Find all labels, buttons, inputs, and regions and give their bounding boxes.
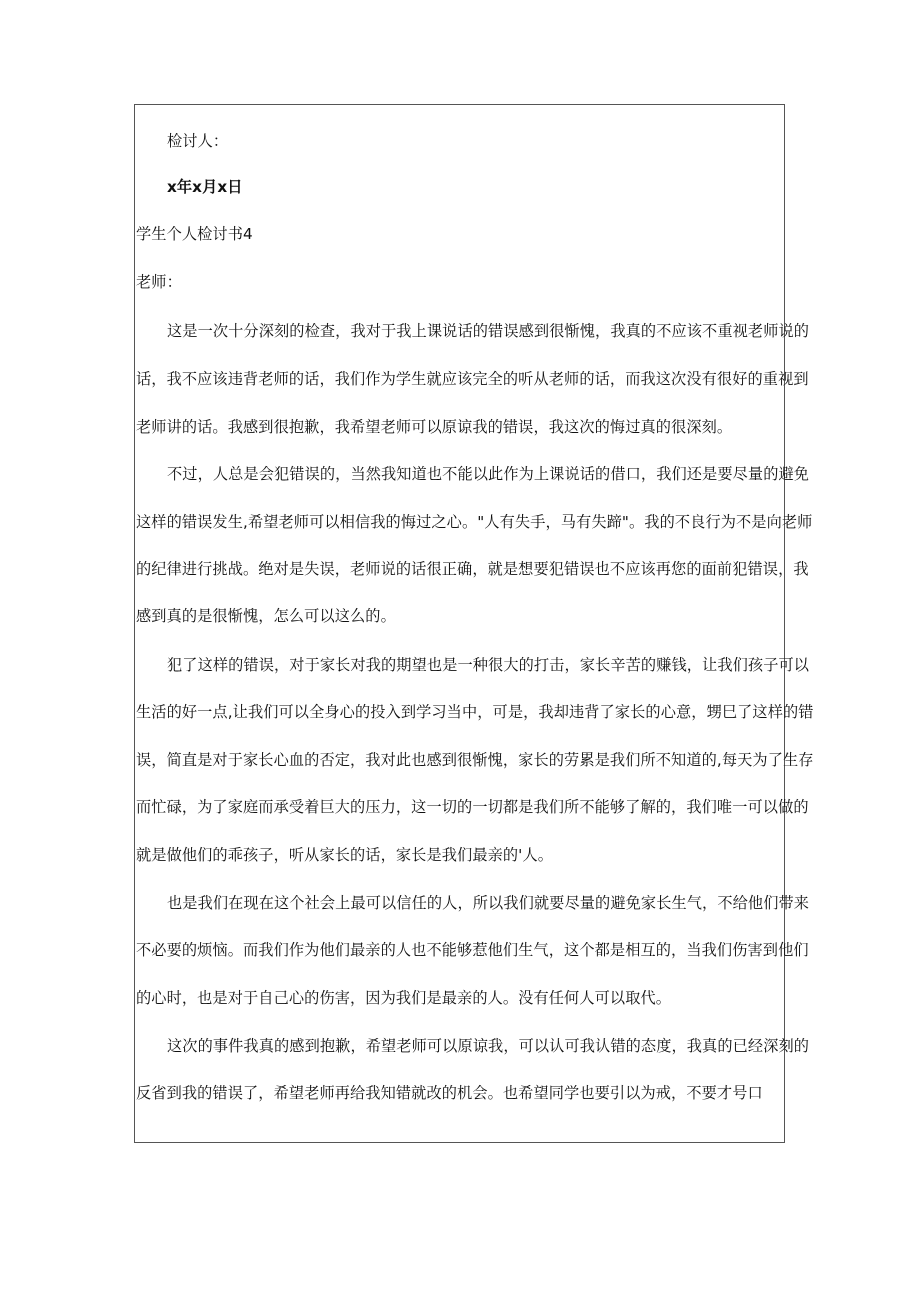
body-line: 而忙碌，为了家庭而承受着巨大的压力，这一切的一切都是我们所不能够了解的，我们唯一可以做的: [136, 798, 809, 816]
body-line: 也是我们在现在这个社会上最可以信任的人，所以我们就要尽量的避免家长生气，不给他们带来: [167, 894, 810, 912]
body-line: 反省到我的错误了，希望老师再给我知错就改的机会。也希望同学也要引以为戒，不要才号口: [136, 1084, 763, 1102]
date-line: x年x月x日: [167, 178, 243, 196]
body-line: 生活的好一点,让我们可以全身心的投入到学习当中，可是，我却违背了家长的心意，甥巳了这样的错: [136, 703, 814, 721]
body-line: 误，简直是对于家长心血的否定，我对此也感到很惭愧，家长的劳累是我们所不知道的,每天为了生存: [136, 751, 814, 769]
body-line: 不过，人总是会犯错误的，当然我知道也不能以此作为上课说话的借口，我们还是要尽量的避免: [167, 465, 810, 483]
body-line: 就是做他们的乖孩子，听从家长的话，家长是我们最亲的'人。: [136, 846, 554, 864]
body-line: 老师讲的话。我感到很抱歉，我希望老师可以原谅我的错误，我这次的悔过真的很深刻。: [136, 418, 733, 436]
body-line: 这次的事件我真的感到抱歉，希望老师可以原谅我，可以认可我认错的态度，我真的已经深刻的: [167, 1037, 810, 1055]
section-title: 学生个人检讨书4: [136, 225, 253, 243]
body-line: 不必要的烦恼。而我们作为他们最亲的人也不能够惹他们生气，这个都是相互的，当我们伤害到他们: [136, 941, 809, 959]
body-line: 这是一次十分深刻的检查，我对于我上课说话的错误感到很惭愧，我真的不应该不重视老师说的: [167, 322, 810, 340]
signature-label: 检讨人：: [167, 132, 229, 150]
salutation: 老师：: [136, 273, 182, 291]
body-line: 感到真的是很惭愧，怎么可以这么的。: [136, 607, 396, 625]
body-line: 话，我不应该违背老师的话，我们作为学生就应该完全的听从老师的话，而我这次没有很好的重视到: [136, 370, 809, 388]
body-line: 的纪律进行挑战。绝对是失误，老师说的话很正确，就是想要犯错误也不应该再您的面前犯错误，我: [136, 560, 809, 578]
body-line: 犯了这样的错误，对于家长对我的期望也是一种很大的打击，家长辛苦的赚钱，让我们孩子可以: [167, 656, 810, 674]
body-line: 的心时，也是对于自己心的伤害，因为我们是最亲的人。没有任何人可以取代。: [136, 989, 672, 1007]
body-line: 这样的错误发生,希望老师可以相信我的悔过之心。"人有失手，马有失蹄"。我的不良行为不是向老师: [136, 513, 813, 531]
